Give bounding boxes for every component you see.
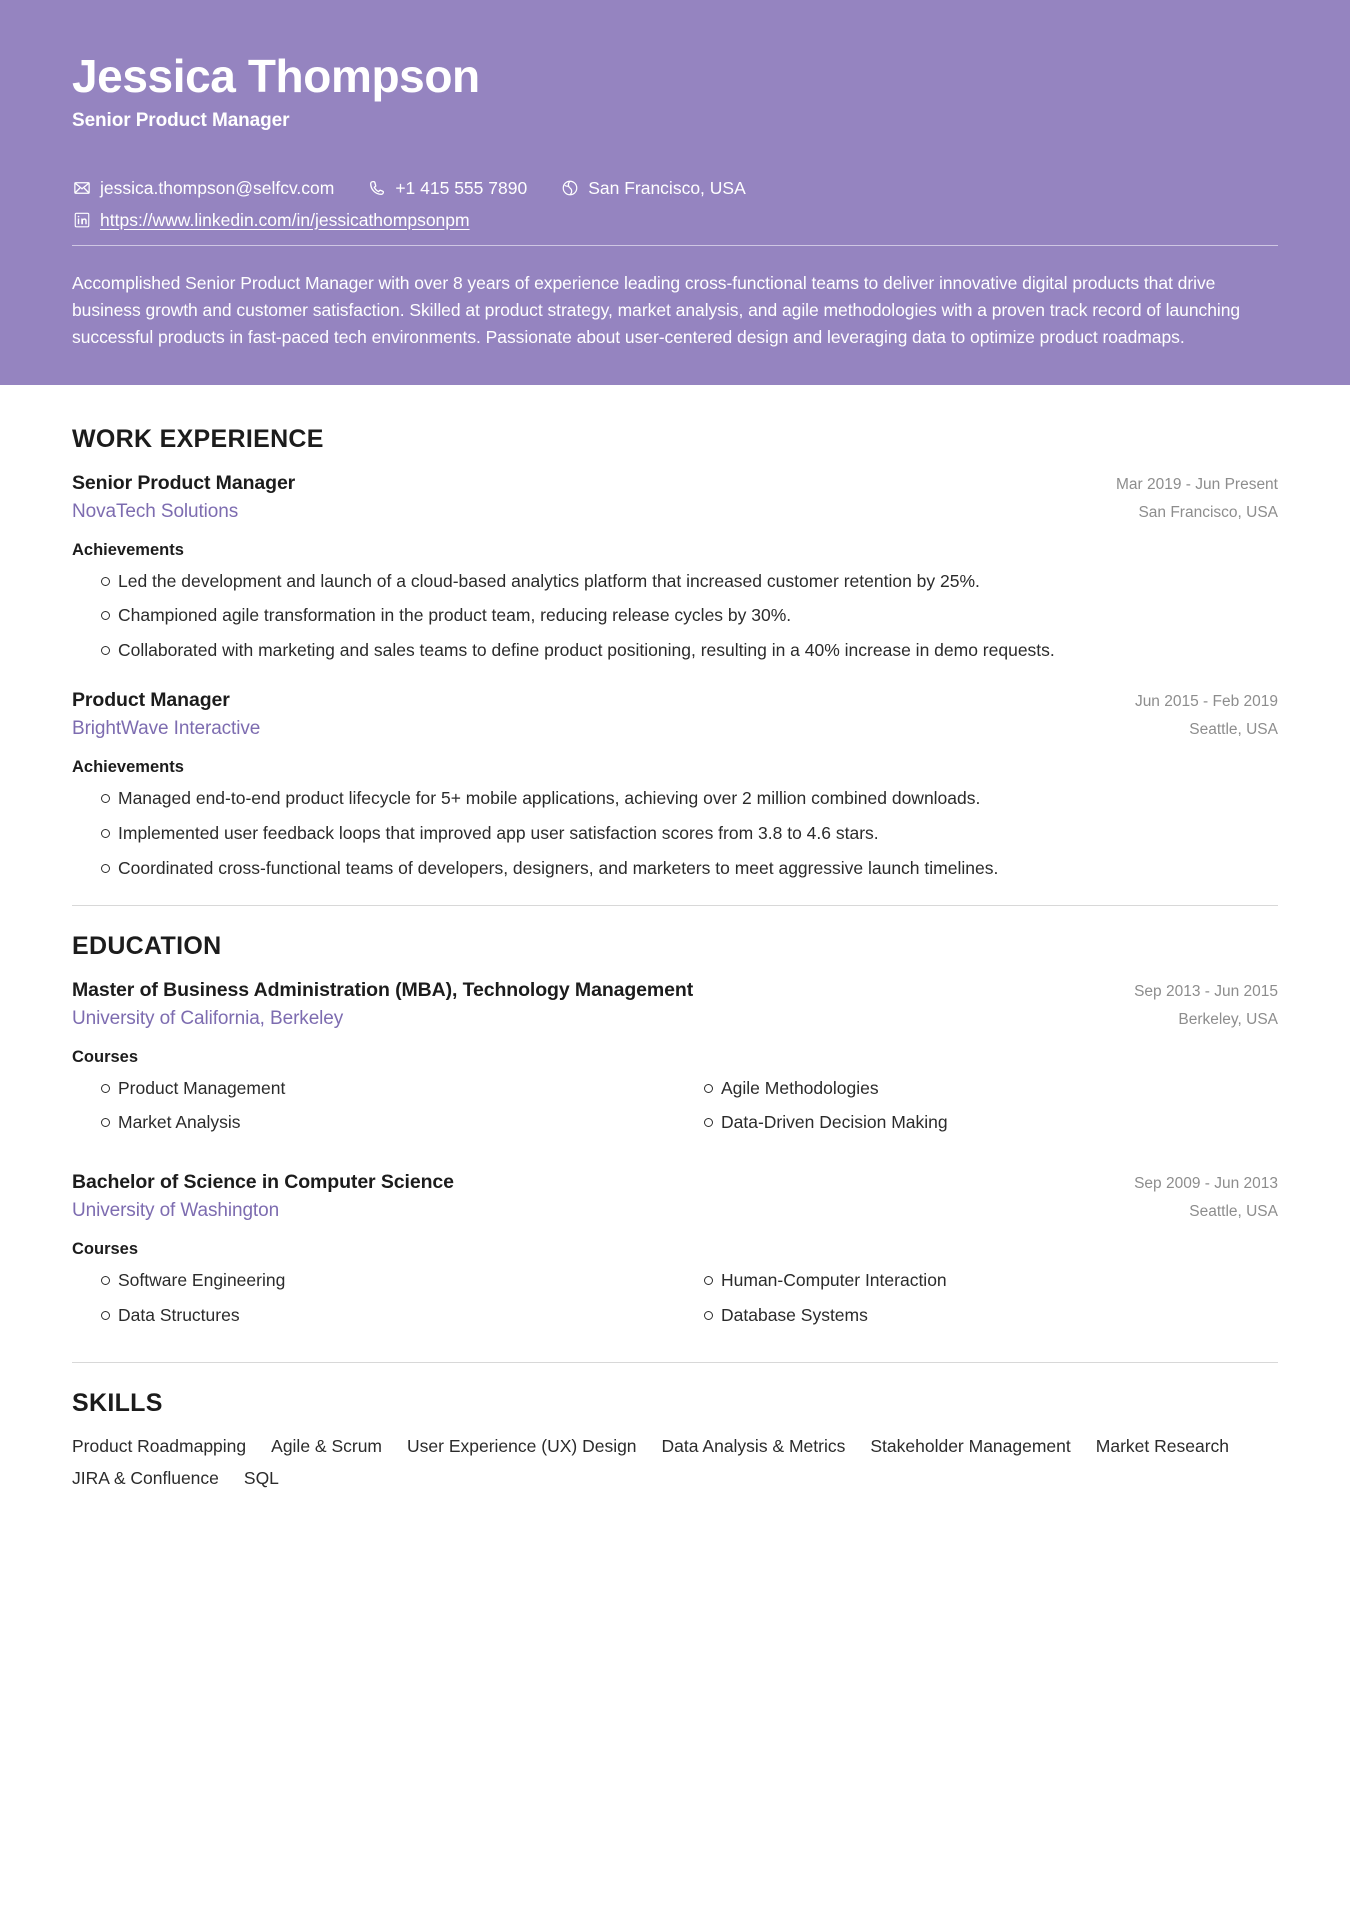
education-entry xyxy=(72,1171,1278,1338)
contact-line-secondary xyxy=(72,210,1278,231)
degree-title: Master of Business Administration (MBA), Technology Management xyxy=(72,978,694,1001)
achievements-heading: Achievements xyxy=(72,758,184,777)
section-title-education: EDUCATION xyxy=(72,931,222,960)
job-date: Jun 2015 - Feb 2019 xyxy=(1134,693,1278,711)
candidate-role: Senior Product Manager xyxy=(72,109,290,131)
work-entry-header xyxy=(72,689,1278,712)
skill-item: Market Research xyxy=(1095,1436,1230,1456)
linkedin-icon xyxy=(72,211,91,230)
education-entry xyxy=(72,979,1278,1146)
resume-body xyxy=(0,385,1350,1500)
candidate-name: Jessica Thompson xyxy=(72,50,480,102)
contact-email-label: jessica.thompson@selfcv.com xyxy=(100,177,335,198)
degree-date: Sep 2009 - Jun 2013 xyxy=(1134,1175,1278,1193)
globe-icon xyxy=(560,179,579,198)
list-item: Human-Computer Interaction xyxy=(675,1268,1278,1293)
work-entry-subheader xyxy=(72,501,1278,523)
list-item: Database Systems xyxy=(675,1303,1278,1338)
courses-list xyxy=(72,1076,1278,1146)
skill-item: Product Roadmapping xyxy=(72,1436,247,1456)
school-name: University of Washington xyxy=(72,1200,280,1222)
section-title-work: WORK EXPERIENCE xyxy=(72,424,324,453)
list-item: Product Management xyxy=(72,1076,675,1101)
section-education xyxy=(72,932,1278,1338)
contact-phone-label: +1 415 555 7890 xyxy=(395,177,528,198)
contact-phone[interactable] xyxy=(367,178,527,199)
resume-header xyxy=(0,0,1350,385)
header-divider xyxy=(72,245,1278,246)
list-item: Coordinated cross-functional teams of developers, designers, and marketers to meet aggressive launch timelines. xyxy=(72,856,1278,881)
education-entry-header xyxy=(72,1171,1278,1194)
list-item: Data Structures xyxy=(72,1303,675,1328)
degree-title: Bachelor of Science in Computer Science xyxy=(72,1171,454,1194)
list-item: Agile Methodologies xyxy=(675,1076,1278,1101)
contact-location[interactable] xyxy=(560,178,746,199)
contact-location-label: San Francisco, USA xyxy=(588,177,746,198)
education-entry-subheader xyxy=(72,1008,1278,1030)
list-item: Market Analysis xyxy=(72,1110,675,1135)
skill-item: Agile & Scrum xyxy=(271,1436,383,1456)
job-title: Product Manager xyxy=(72,689,230,712)
list-item: Led the development and launch of a cloud-based analytics platform that increased customer retention by 25%. xyxy=(72,569,1278,594)
education-entry-header xyxy=(72,979,1278,1002)
job-title: Senior Product Manager xyxy=(72,471,296,494)
work-entry-header xyxy=(72,472,1278,495)
list-item: Software Engineering xyxy=(72,1268,675,1293)
envelope-icon xyxy=(72,179,91,198)
job-location: San Francisco, USA xyxy=(1138,503,1278,521)
job-company: NovaTech Solutions xyxy=(72,500,239,522)
list-item: Managed end-to-end product lifecycle for 5+ mobile applications, achieving over 2 million combined downloads. xyxy=(72,786,1278,811)
achievements-list xyxy=(72,786,1278,881)
courses-heading: Courses xyxy=(72,1240,139,1259)
school-location: Seattle, USA xyxy=(1189,1203,1278,1221)
work-entry xyxy=(72,472,1278,664)
skill-item: SQL xyxy=(243,1468,279,1488)
achievements-list xyxy=(72,569,1278,664)
contact-block xyxy=(72,178,1278,231)
job-location: Seattle, USA xyxy=(1189,721,1278,739)
list-item: Implemented user feedback loops that improved app user satisfaction scores from 3.8 to 4.6 stars. xyxy=(72,821,1278,846)
courses-heading: Courses xyxy=(72,1047,139,1066)
section-divider xyxy=(72,905,1278,906)
skills-container xyxy=(72,1436,1278,1500)
skill-item: JIRA & Confluence xyxy=(72,1468,219,1488)
courses-list xyxy=(72,1268,1278,1338)
achievements-heading: Achievements xyxy=(72,540,184,559)
work-entry xyxy=(72,689,1278,881)
section-divider xyxy=(72,1362,1278,1363)
degree-date: Sep 2013 - Jun 2015 xyxy=(1134,982,1278,1000)
list-item: Championed agile transformation in the product team, reducing release cycles by 30%. xyxy=(72,603,1278,628)
list-item: Data-Driven Decision Making xyxy=(675,1110,1278,1145)
phone-icon xyxy=(367,179,386,198)
school-location: Berkeley, USA xyxy=(1178,1010,1278,1028)
skills-row xyxy=(72,1436,1278,1500)
job-date: Mar 2019 - Jun Present xyxy=(1116,475,1278,493)
section-skills xyxy=(72,1389,1278,1500)
contact-linkedin-label: https://www.linkedin.com/in/jessicathompsonpm xyxy=(100,209,470,230)
list-item: Collaborated with marketing and sales teams to define product positioning, resulting in a 40% increase in demo requests. xyxy=(72,638,1278,663)
contact-email[interactable] xyxy=(72,178,334,199)
education-entry-subheader xyxy=(72,1200,1278,1222)
school-name: University of California, Berkeley xyxy=(72,1007,344,1029)
work-entry-subheader xyxy=(72,718,1278,740)
skill-item: User Experience (UX) Design xyxy=(407,1436,637,1456)
job-company: BrightWave Interactive xyxy=(72,718,261,740)
contact-linkedin[interactable] xyxy=(72,210,470,231)
section-title-skills: SKILLS xyxy=(72,1389,163,1417)
professional-summary: Accomplished Senior Product Manager with over 8 years of experience leading cross-functional teams to deliver innovative digital products that drive business growth and customer satisfaction. Skilled at product strategy, market analysis, and agile methodologies with a proven track record of launching successful products in fast-paced tech environments. Passionate about user-centered design and leveraging data to optimize product roadmaps. xyxy=(72,272,1241,347)
contact-line-primary xyxy=(72,178,1278,199)
skill-item: Data Analysis & Metrics xyxy=(661,1436,846,1456)
section-work-experience xyxy=(72,425,1278,881)
skill-item: Stakeholder Management xyxy=(870,1436,1071,1456)
